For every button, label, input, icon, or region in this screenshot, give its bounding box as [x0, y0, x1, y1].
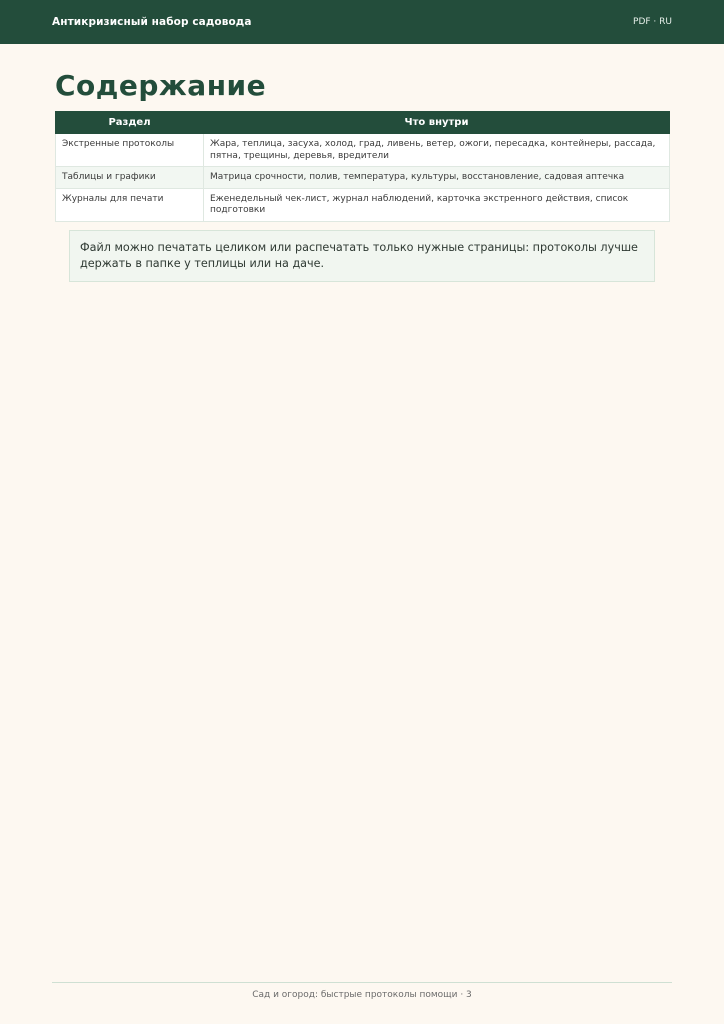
table-row: [56, 188, 670, 221]
row-contents-cell: Матрица срочности, полив, температура, культуры, восстановление, садовая аптечка: [204, 167, 670, 189]
row-section-cell: Экстренные протоколы: [56, 134, 204, 167]
column-header-contents: Что внутри: [204, 112, 670, 134]
row-contents-cell: Жара, теплица, засуха, холод, град, ливень, ветер, ожоги, пересадка, контейнеры, рассада, пятна, трещины, деревья, вредители: [204, 134, 670, 167]
page-footer: Сад и огород: быстрые протоколы помощи · 3: [252, 990, 472, 1000]
main-content: [55, 66, 669, 222]
document-header: [0, 0, 724, 44]
footer-divider: [52, 982, 672, 983]
row-section-cell: Журналы для печати: [56, 188, 204, 221]
table-row: [56, 167, 670, 189]
column-header-section: Раздел: [56, 112, 204, 134]
contents-table: [55, 111, 670, 222]
document-format-label: PDF · RU: [633, 17, 672, 27]
table-header-row: [56, 112, 670, 134]
document-title: Антикризисный набор садовода: [52, 16, 252, 28]
print-tip-note: Файл можно печатать целиком или распечатать только нужные страницы: протоколы лучше держать в папке у теплицы или на даче.: [69, 230, 655, 282]
row-section-cell: Таблицы и графики: [56, 167, 204, 189]
table-row: [56, 134, 670, 167]
row-contents-cell: Еженедельный чек-лист, журнал наблюдений, карточка экстренного действия, список подготовки: [204, 188, 670, 221]
page-title: Содержание: [55, 69, 267, 102]
